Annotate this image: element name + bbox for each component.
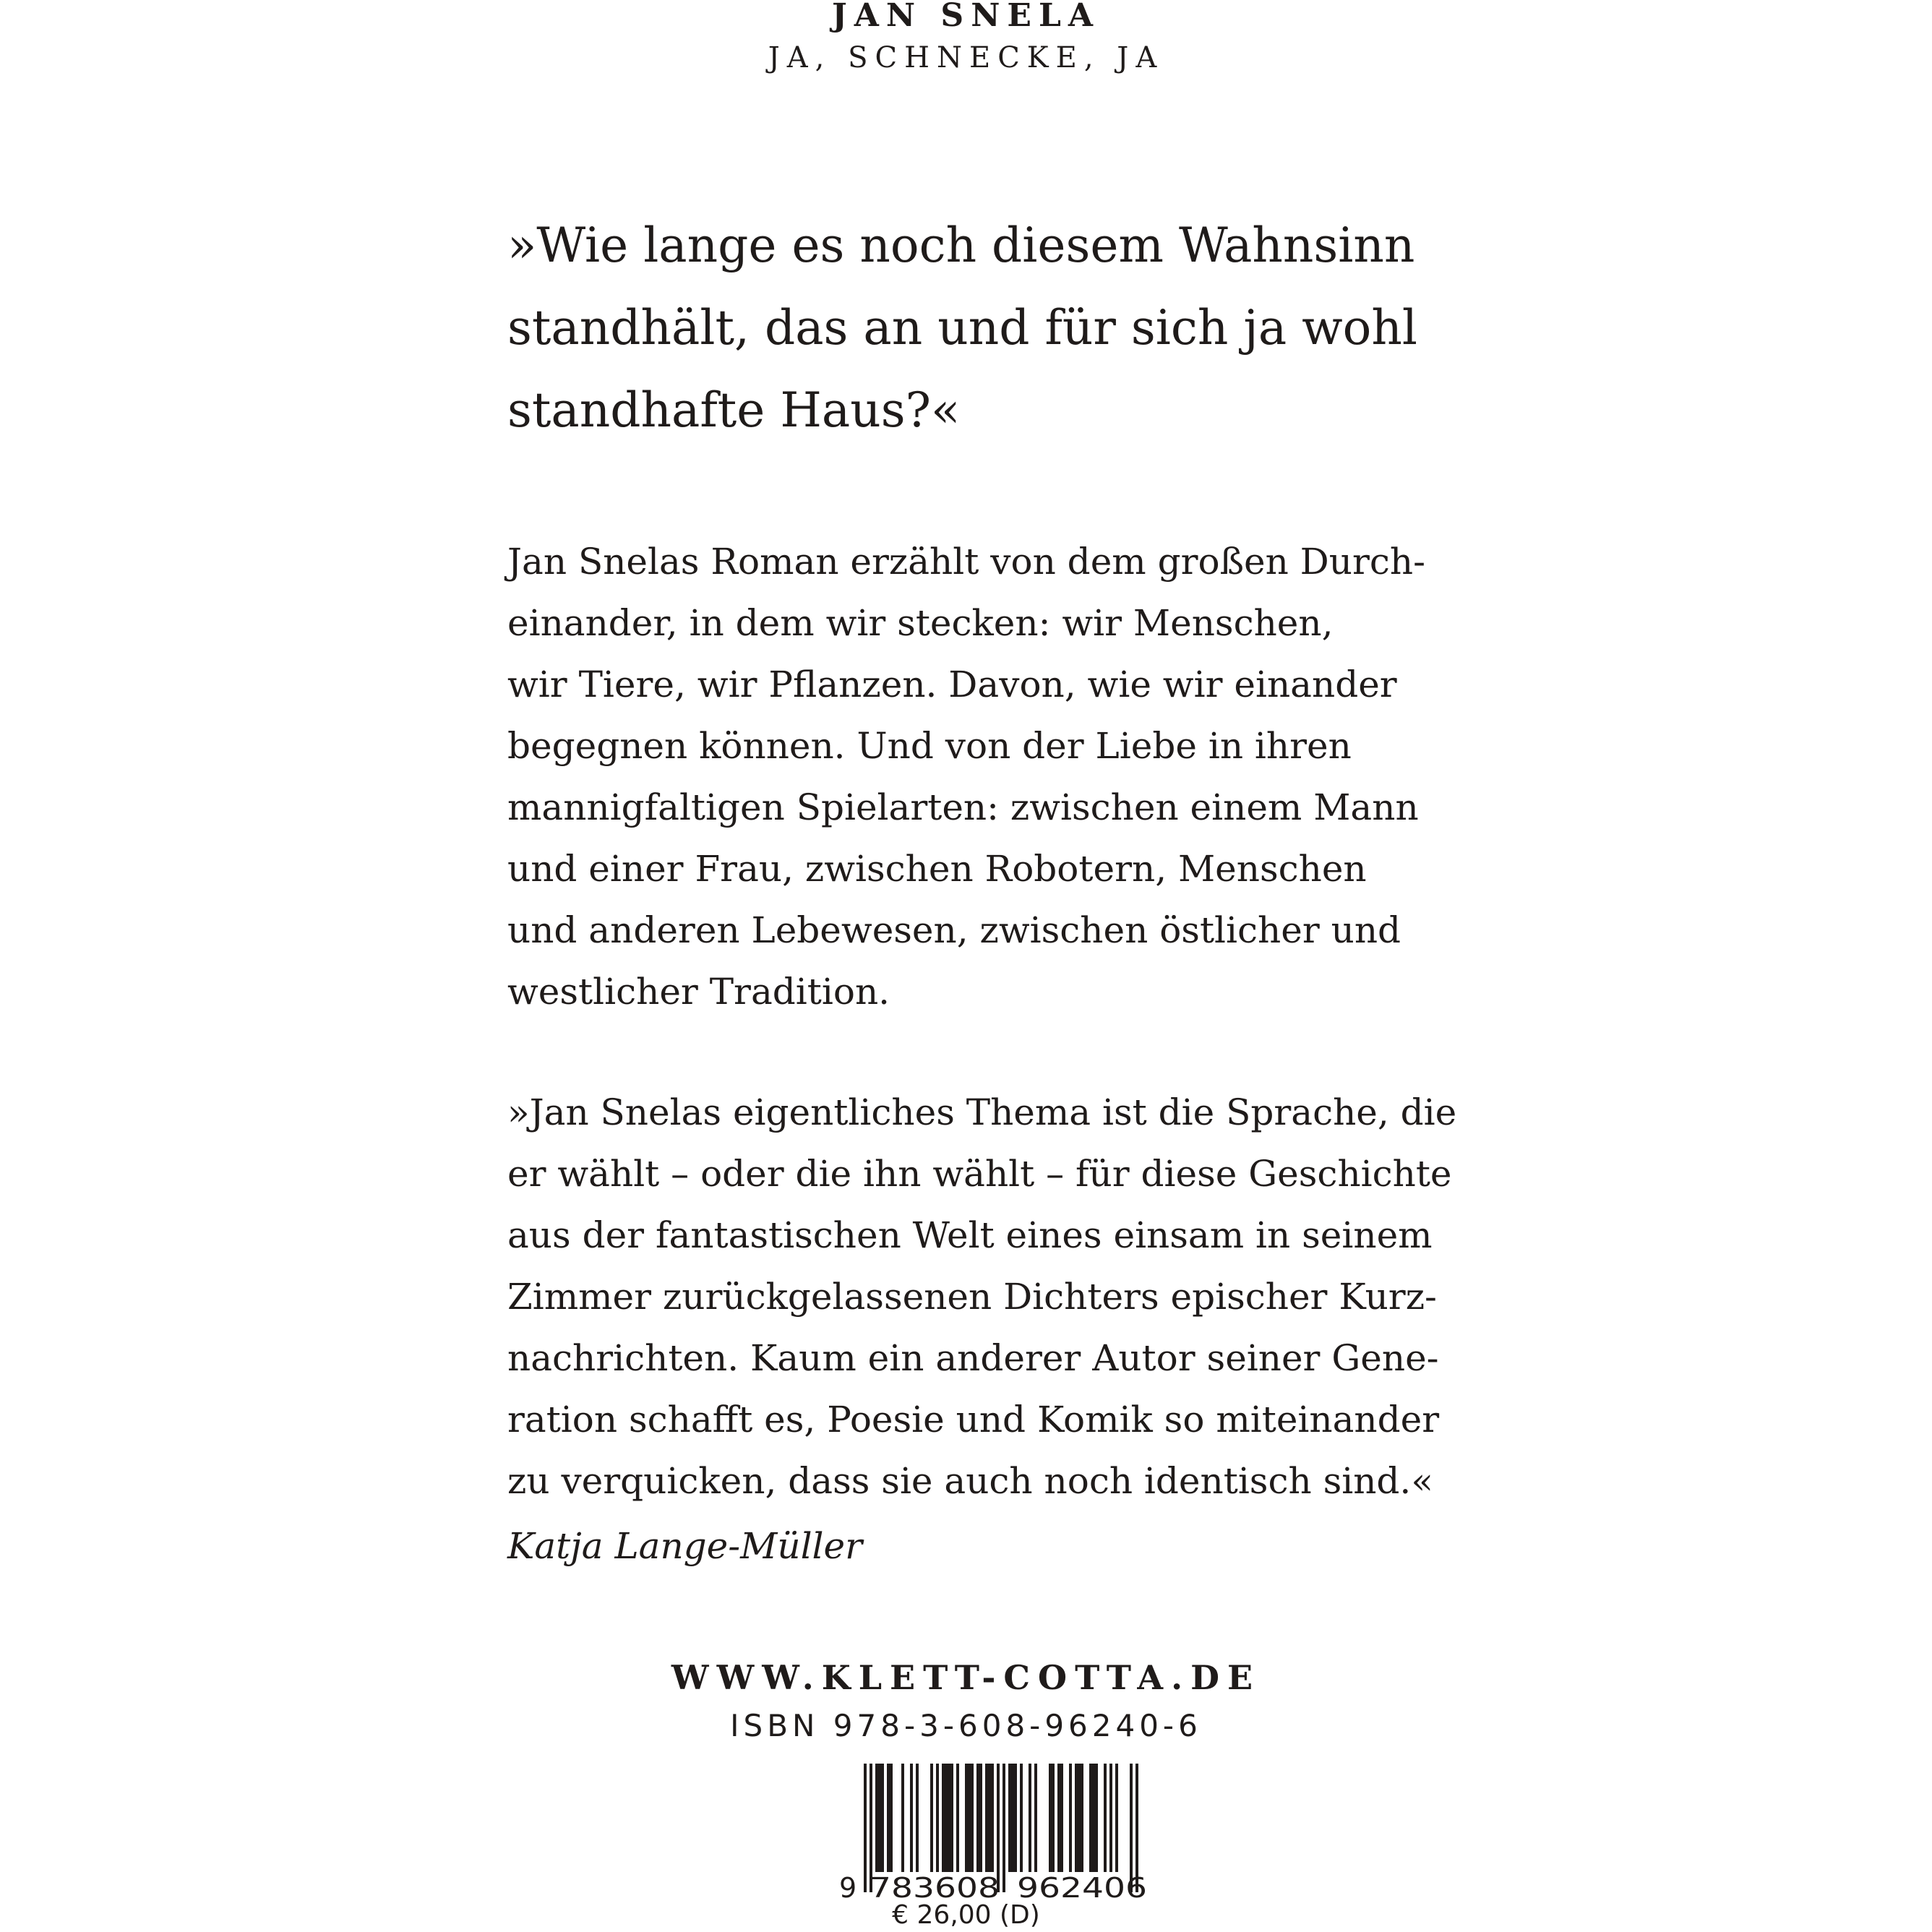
barcode-left-digits: 783608 [870,1872,1000,1901]
barcode-bar [971,1764,974,1872]
barcode-bar [1052,1764,1055,1872]
blurb-line: wir Tiere, wir Pflanzen. Davon, wie wir einander [507,664,1397,705]
barcode-bar [942,1764,945,1872]
review-line: aus der fantastischen Welt eines einsam in seinem [507,1214,1433,1256]
barcode-bar [956,1764,959,1872]
barcode-bar [985,1764,988,1872]
blurb-line: und anderen Lebewesen, zwischen östlicher und [507,909,1401,951]
barcode-bar [1104,1764,1107,1872]
barcode-bar [988,1764,991,1872]
barcode-bar [1075,1764,1078,1872]
blurb-line: und einer Frau, zwischen Robotern, Menschen [507,848,1367,890]
barcode-bar [901,1764,904,1872]
barcode-right-digits: 962406 [1017,1872,1147,1901]
barcode-bar [948,1764,950,1872]
barcode-bar [910,1764,913,1872]
author-name: JAN SNELA [831,0,1101,34]
barcode-bar [1095,1764,1098,1872]
barcode-bar [979,1764,982,1872]
review-quote [507,1082,1519,1512]
price-label: € 26,00 (D) [892,1900,1040,1930]
review-line: zu verquicken, dass sie auch noch identisch sind.« [507,1460,1433,1502]
barcode-bar [916,1764,919,1872]
blurb-line: einander, in dem wir stecken: wir Menschen, [507,602,1334,644]
barcode-bar [930,1764,933,1872]
review-line: »Jan Snelas eigentliches Thema ist die Sprache, die [507,1091,1457,1133]
reviewer-name: Katja Lange-Müller [507,1525,863,1567]
barcode-bar [968,1764,971,1872]
publisher-website: WWW.KLETT-COTTA.DE [671,1658,1261,1697]
barcode-bar [878,1764,881,1872]
blurb-line: begegnen können. Und von der Liebe in ihren [507,725,1352,767]
barcode-bar [965,1764,968,1872]
barcode-bar [1029,1764,1031,1872]
barcode-bar [875,1764,878,1872]
barcode [835,1764,1175,1901]
barcode-bar [950,1764,953,1872]
barcode-bar [864,1764,867,1892]
barcode-leading-digit: 9 [839,1872,857,1901]
barcode-bar [1092,1764,1095,1872]
barcode-bar [1003,1764,1005,1892]
blurb-line: westlicher Tradition. [507,971,890,1013]
barcode-bar [1081,1764,1083,1872]
pull-quote-line: standhafte Haus?« [507,382,961,438]
pull-quote [507,205,1519,452]
barcode-graphic [835,1764,1175,1901]
barcode-bar [1069,1764,1072,1872]
barcode-bar [887,1764,890,1872]
review-line: ration schafft es, Poesie und Komik so miteinander [507,1399,1440,1441]
book-title: JA, SCHNECKE, JA [768,41,1164,74]
barcode-bar [1034,1764,1037,1872]
blurb-line: mannigfaltigen Spielarten: zwischen einem Mann [507,786,1419,828]
barcode-bar [1060,1764,1063,1872]
isbn-number: ISBN 978-3-608-96240-6 [730,1708,1202,1743]
barcode-bar [1115,1764,1118,1872]
barcode-bar [1020,1764,1023,1872]
barcode-bar [890,1764,893,1872]
barcode-bar [1089,1764,1092,1872]
barcode-bar [945,1764,948,1872]
barcode-bar [976,1764,979,1872]
barcode-bar [1109,1764,1112,1872]
barcode-bar [991,1764,994,1872]
barcode-bar [936,1764,939,1872]
pull-quote-line: »Wie lange es noch diesem Wahnsinn [507,218,1415,273]
barcode-bar [1011,1764,1014,1872]
barcode-bar [1057,1764,1060,1872]
blurb-paragraph [507,531,1519,1023]
review-line: Zimmer zurückgelassenen Dichters epischer Kurz- [507,1276,1437,1318]
blurb-line: Jan Snelas Roman erzählt von dem großen Durch- [507,541,1425,583]
barcode-bar [881,1764,884,1872]
barcode-bar [1049,1764,1052,1872]
barcode-bar [1078,1764,1081,1872]
review-line: nachrichten. Kaum ein anderer Autor seiner Gene- [507,1337,1439,1379]
pull-quote-line: standhält, das an und für sich ja wohl [507,300,1417,356]
barcode-bar [1014,1764,1017,1872]
review-line: er wählt – oder die ihn wählt – für diese Geschichte [507,1153,1452,1195]
barcode-bar [1008,1764,1011,1872]
